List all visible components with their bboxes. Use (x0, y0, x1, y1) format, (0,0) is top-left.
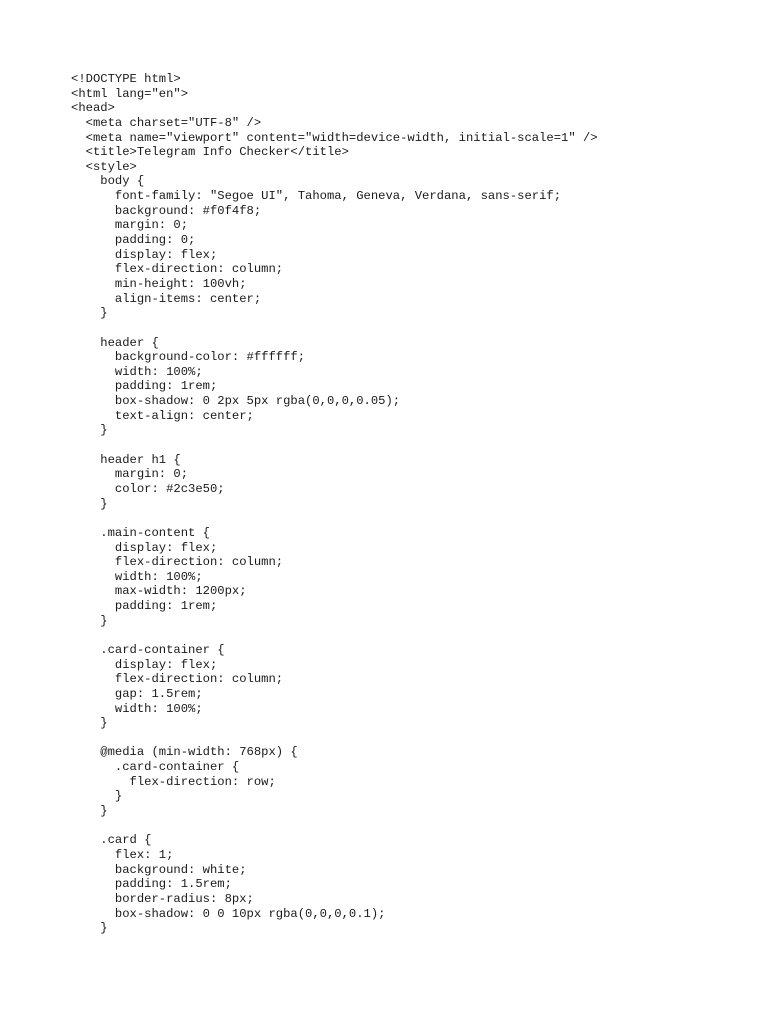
code-line: header { (71, 335, 159, 350)
code-line: @media (min-width: 768px) { (71, 745, 298, 760)
code-line: flex-direction: column; (71, 555, 284, 570)
code-line: .card-container { (71, 642, 225, 657)
code-line: max-width: 1200px; (71, 584, 247, 599)
code-line: header h1 { (71, 452, 181, 467)
code-line: padding: 1rem; (71, 379, 218, 394)
code-line: min-height: 100vh; (71, 276, 247, 291)
code-line: } (71, 306, 108, 321)
code-line: flex-direction: column; (71, 262, 284, 277)
code-line: } (71, 789, 123, 804)
code-line: padding: 0; (71, 233, 196, 248)
code-line: margin: 0; (71, 218, 189, 233)
code-line: margin: 0; (71, 467, 189, 482)
code-line: border-radius: 8px; (71, 891, 254, 906)
code-line: gap: 1.5rem; (71, 686, 203, 701)
code-line: <meta name="viewport" content="width=device-width, initial-scale=1" /> (71, 130, 598, 145)
code-line: width: 100%; (71, 364, 203, 379)
code-line: text-align: center; (71, 408, 254, 423)
code-line: display: flex; (71, 540, 218, 555)
code-line: <title>Telegram Info Checker</title> (71, 145, 349, 160)
code-line (71, 731, 598, 746)
code-line (71, 511, 598, 526)
code-line: } (71, 716, 108, 731)
code-line: align-items: center; (71, 291, 262, 306)
code-line: flex-direction: row; (71, 774, 276, 789)
code-line: <meta charset="UTF-8" /> (71, 115, 262, 130)
code-line: width: 100%; (71, 569, 203, 584)
code-line (71, 628, 598, 643)
code-line: } (71, 423, 108, 438)
code-line: background-color: #ffffff; (71, 350, 306, 365)
code-line: <html lang="en"> (71, 86, 189, 101)
code-line: } (71, 804, 108, 819)
code-line: display: flex; (71, 247, 218, 262)
code-listing (71, 72, 598, 936)
code-line: .main-content { (71, 525, 210, 540)
code-line: body { (71, 174, 145, 189)
code-line (71, 819, 598, 834)
code-line: } (71, 496, 108, 511)
code-line: .card { (71, 833, 152, 848)
code-line: } (71, 921, 108, 936)
code-line: } (71, 613, 108, 628)
code-line: background: #f0f4f8; (71, 203, 262, 218)
code-line: <style> (71, 159, 137, 174)
code-line: flex-direction: column; (71, 672, 284, 687)
code-line: <head> (71, 101, 115, 116)
code-line: display: flex; (71, 657, 218, 672)
code-line: font-family: "Segoe UI", Tahoma, Geneva, Verdana, sans-serif; (71, 189, 562, 204)
code-line: <!DOCTYPE html> (71, 72, 181, 86)
code-line: background: white; (71, 862, 247, 877)
code-line: width: 100%; (71, 701, 203, 716)
code-line (71, 438, 598, 453)
code-line (71, 321, 598, 336)
code-line: flex: 1; (71, 847, 174, 862)
code-line: box-shadow: 0 2px 5px rgba(0,0,0,0.05); (71, 394, 401, 409)
code-line: padding: 1rem; (71, 599, 218, 614)
code-line: color: #2c3e50; (71, 481, 225, 496)
code-line: padding: 1.5rem; (71, 877, 232, 892)
code-line: box-shadow: 0 0 10px rgba(0,0,0,0.1); (71, 906, 386, 921)
code-line: .card-container { (71, 760, 240, 775)
